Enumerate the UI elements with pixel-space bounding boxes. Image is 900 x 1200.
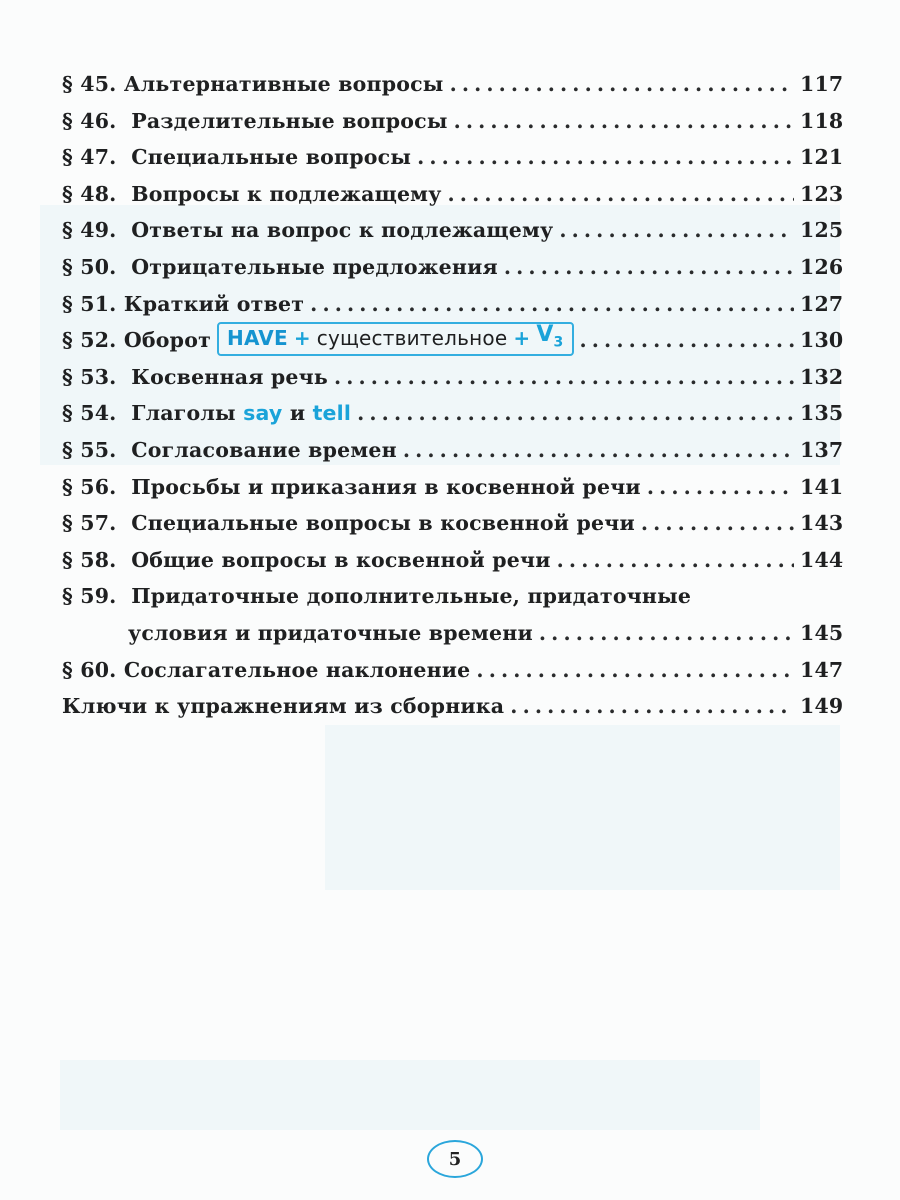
page-number: 126 [800,254,844,279]
page-number: 121 [800,145,844,170]
formula-plus: + [513,326,531,351]
section-title: Вопросы к подлежащему [131,181,442,206]
page-number: 149 [800,694,844,719]
formula-verb-subscript: 3 [553,334,564,351]
page-number: 127 [800,291,844,316]
toc-row[interactable] [62,176,842,213]
toc-row[interactable] [62,212,842,249]
show-through-block [60,1060,760,1130]
leader-dots [539,615,794,652]
leader-dots [559,212,794,249]
formula-have: HAVE [227,326,288,351]
leader-dots [580,322,795,359]
toc-row[interactable] [62,249,842,286]
section-title: Сослагательное наклонение [123,657,471,682]
toc-row[interactable] [62,432,842,469]
section-title: Разделительные вопросы [131,108,448,133]
section-number: § 58. [62,547,117,572]
page-number: 141 [800,474,844,499]
section-title: Отрицательные предложения [131,254,498,279]
section-title: Ответы на вопрос к подлежащему [131,218,554,243]
page-number: 130 [800,328,844,353]
leader-dots [641,505,794,542]
leader-dots [448,176,794,213]
section-number: § 51. [62,291,117,316]
word-tell: tell [312,401,352,426]
leader-dots [510,688,794,725]
toc-row[interactable] [62,103,842,140]
page-number: 143 [800,511,844,536]
page-number: 147 [800,657,844,682]
toc-row[interactable] [62,322,842,359]
section-number: § 55. [62,437,117,462]
section-number: § 47. [62,145,117,170]
conjunction: и [289,401,306,426]
section-title: Просьбы и приказания в косвенной речи [131,474,641,499]
section-number: § 49. [62,218,117,243]
show-through-block [325,725,840,890]
toc-row[interactable] [62,395,842,432]
page-number: 132 [800,364,844,389]
section-title: Ключи к упражнениям из сборника [62,694,505,719]
section-number: § 60. [62,657,117,682]
page-number: 125 [800,218,844,243]
toc-row[interactable] [62,542,842,579]
section-number: § 52. [62,328,117,353]
leader-dots [357,395,794,432]
page-number: 123 [800,181,844,206]
leader-dots [450,66,794,103]
section-number: § 56. [62,474,117,499]
section-title: Глаголы [131,401,236,426]
toc-row[interactable] [62,359,842,396]
toc-row[interactable] [62,469,842,506]
page-number: 137 [800,437,844,462]
word-say: say [243,401,283,426]
section-title: Оборот [123,328,211,353]
formula-box [217,322,574,356]
section-title: Краткий ответ [123,291,305,316]
section-number: § 50. [62,254,117,279]
formula-verb-letter: V [536,321,554,347]
leader-dots [647,469,794,506]
toc-row[interactable] [62,66,842,103]
toc-row[interactable] [62,578,842,651]
section-title: Общие вопросы в косвенной речи [131,547,551,572]
leader-dots [417,139,794,176]
section-number: § 45. [62,72,117,96]
section-title: Косвенная речь [131,364,328,389]
section-title-continued: условия и придаточные времени [128,620,533,645]
leader-dots [454,103,794,140]
page-number: 118 [800,108,844,133]
section-title: Специальные вопросы [131,145,412,170]
formula-noun: существительное [316,326,508,351]
page-number: 117 [800,72,844,96]
page-number: 135 [800,401,844,426]
section-number: § 57. [62,511,117,536]
toc-row[interactable] [62,286,842,323]
page-folio: 5 [427,1140,483,1178]
leader-dots [476,652,794,689]
leader-dots [504,249,794,286]
page-number: 144 [800,547,844,572]
page-number: 145 [800,620,844,645]
formula-verb [536,317,563,361]
leader-dots [334,359,794,396]
section-title: Альтернативные вопросы [123,72,444,96]
section-title: Специальные вопросы в косвенной речи [131,511,635,536]
toc-row[interactable] [62,505,842,542]
leader-dots [403,432,794,469]
section-number: § 46. [62,108,117,133]
section-title: Согласование времен [131,437,397,462]
section-number: § 59. [62,584,117,609]
toc-row[interactable] [62,139,842,176]
toc-row-keys[interactable] [62,688,842,725]
section-number: § 54. [62,401,117,426]
table-of-contents [62,66,842,725]
formula-plus: + [293,326,311,351]
leader-dots [557,542,794,579]
section-title: Придаточные дополнительные, придаточные [131,584,692,609]
toc-row[interactable] [62,652,842,689]
section-number: § 48. [62,181,117,206]
section-number: § 53. [62,364,117,389]
